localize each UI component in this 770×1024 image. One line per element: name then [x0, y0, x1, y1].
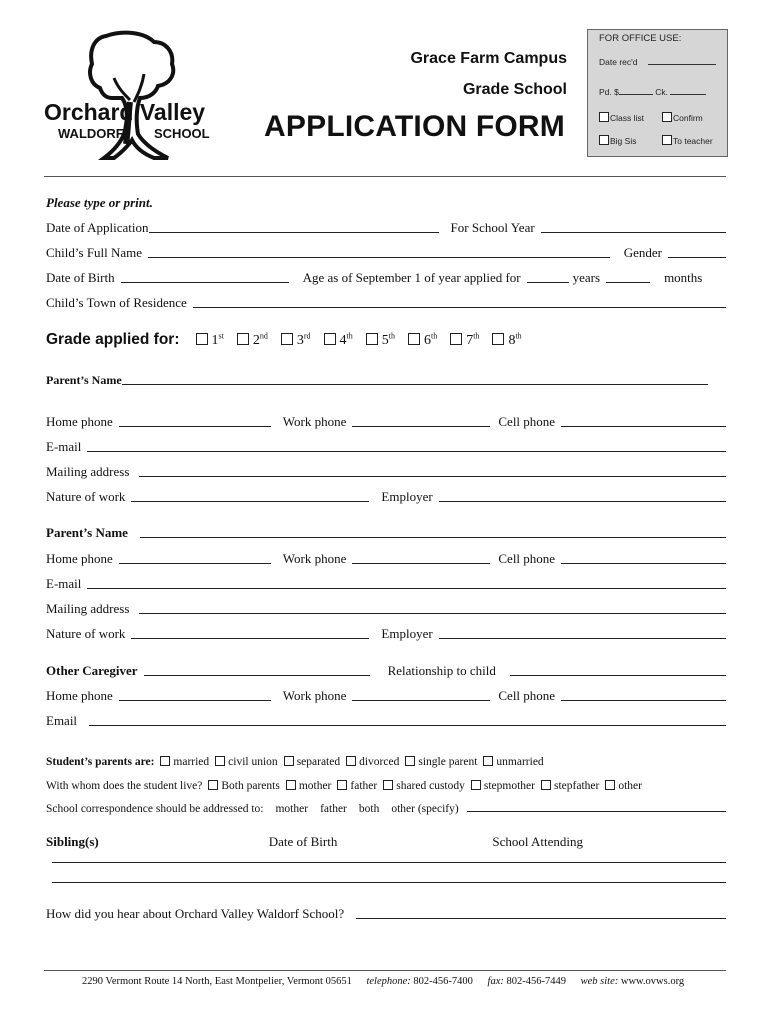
- office-use-box: [587, 29, 728, 157]
- footer-web[interactable]: www.ovws.org: [620, 976, 685, 987]
- correspondence-row: [46, 797, 726, 815]
- email-label: Email: [46, 713, 78, 728]
- work-phone-field[interactable]: [352, 700, 490, 701]
- caregiver-label: Other Caregiver: [46, 663, 138, 678]
- home-phone-field[interactable]: [119, 700, 271, 701]
- correspondence-option-label: father: [320, 803, 347, 815]
- grade-option[interactable]: [227, 333, 268, 348]
- checkbox-icon: [237, 333, 249, 345]
- parents-status-option-label: unmarried: [496, 756, 544, 768]
- town-field[interactable]: [193, 307, 726, 308]
- checkbox-icon: [196, 333, 208, 345]
- school-logo: [44, 28, 224, 168]
- parents-status-option[interactable]: [209, 756, 278, 768]
- cell-phone-field[interactable]: [561, 563, 726, 564]
- employer-label: Employer: [381, 489, 433, 504]
- parents-status-row: [46, 750, 726, 768]
- checkbox-icon: [324, 333, 336, 345]
- email-field[interactable]: [89, 725, 726, 726]
- lives-with-label: With whom does the student live?: [46, 780, 203, 792]
- child-name-field[interactable]: [148, 257, 610, 258]
- checkbox-icon: [405, 756, 415, 766]
- tree-icon: [44, 28, 224, 168]
- home-phone-label: Home phone: [46, 551, 113, 566]
- grade-options: [196, 331, 525, 349]
- correspondence-other-field[interactable]: [467, 811, 726, 812]
- grade-number: 8: [508, 333, 516, 348]
- lives-with-option-label: Both parents: [221, 780, 280, 792]
- grade-option[interactable]: [482, 333, 521, 348]
- lives-with-option[interactable]: [202, 780, 279, 792]
- town-label: Child’s Town of Residence: [46, 295, 187, 310]
- how-heard-row: [46, 904, 726, 922]
- how-heard-field[interactable]: [356, 918, 726, 919]
- lives-with-options: [202, 780, 642, 792]
- grade-option[interactable]: [356, 333, 395, 348]
- school-year-label: For School Year: [450, 220, 535, 235]
- correspondence-option[interactable]: [391, 803, 458, 815]
- school-attending-label: School Attending: [492, 834, 583, 849]
- grade-suffix: th: [346, 331, 353, 341]
- footer-telephone-label: telephone:: [366, 976, 411, 987]
- parents-status-option[interactable]: [399, 756, 477, 768]
- lives-with-option-label: stepmother: [483, 780, 535, 792]
- grade-suffix: nd: [259, 331, 268, 341]
- grade-suffix: rd: [303, 331, 311, 341]
- grade-number: 3: [296, 333, 304, 348]
- footer-fax: 802-456-7449: [506, 976, 566, 987]
- work-row-2: [46, 624, 726, 642]
- parents-status-option-label: married: [173, 756, 210, 768]
- footer-web-label: web site:: [580, 976, 619, 987]
- school-division: Grade School: [462, 81, 567, 98]
- grade-suffix: th: [515, 331, 522, 341]
- phone-row-2: [46, 549, 726, 567]
- header-divider: [44, 176, 726, 177]
- mailing-address-label: Mailing address: [46, 601, 130, 616]
- grade-suffix: th: [388, 331, 395, 341]
- correspondence-option[interactable]: [320, 803, 347, 815]
- school-year-field[interactable]: [541, 232, 726, 233]
- correspondence-label: School correspondence should be addressed to:: [46, 803, 264, 815]
- checkbox-icon: [483, 756, 493, 766]
- grade-option[interactable]: [398, 333, 437, 348]
- gender-field[interactable]: [668, 257, 726, 258]
- correspondence-option[interactable]: [359, 803, 379, 815]
- sibling-line-2[interactable]: [52, 882, 726, 883]
- checkbox-icon: [492, 333, 504, 345]
- dob-field[interactable]: [121, 282, 289, 283]
- correspondence-option-label: mother: [275, 803, 309, 815]
- parent-name-row-2: [46, 523, 726, 541]
- lives-with-row: [46, 774, 726, 792]
- work-phone-label: Work phone: [282, 414, 347, 429]
- phone-row-3: [46, 686, 726, 704]
- footer-divider: [44, 970, 726, 971]
- home-phone-field[interactable]: [119, 563, 271, 564]
- grade-option[interactable]: [314, 333, 353, 348]
- grade-option[interactable]: [440, 333, 479, 348]
- grade-number: 4: [339, 333, 347, 348]
- nature-of-work-label: Nature of work: [46, 489, 126, 504]
- employer-field[interactable]: [439, 501, 726, 502]
- checkbox-icon: [366, 333, 378, 345]
- sibling-line-1[interactable]: [52, 862, 726, 863]
- office-big-sis[interactable]: Big Sis: [599, 135, 636, 146]
- logo-waldorf: WALDORF: [58, 126, 124, 141]
- grade-number: 7: [466, 333, 474, 348]
- parents-status-option[interactable]: [340, 756, 399, 768]
- date-of-application-label: Date of Application: [46, 220, 149, 235]
- lives-with-option-label: father: [350, 780, 378, 792]
- instruction-row: [46, 193, 726, 211]
- child-name-row: [46, 243, 726, 261]
- application-row: [46, 218, 726, 236]
- correspondence-option[interactable]: [275, 803, 308, 815]
- lives-with-option-label: shared custody: [396, 780, 465, 792]
- employer-label: Employer: [381, 626, 433, 641]
- mailing-address-field[interactable]: [139, 476, 726, 477]
- work-phone-label: Work phone: [282, 551, 347, 566]
- parents-status-option-label: divorced: [359, 756, 400, 768]
- lives-with-option-label: other: [618, 780, 642, 792]
- checkbox-icon: [471, 780, 481, 790]
- logo-orchard-valley: Orchard Valley: [44, 99, 206, 125]
- cell-phone-field[interactable]: [561, 700, 726, 701]
- checkbox-icon: [662, 112, 672, 122]
- grade-row: [46, 327, 726, 349]
- relationship-label: Relationship to child: [387, 663, 496, 678]
- logo-school: SCHOOL: [154, 126, 210, 141]
- mailing-address-field[interactable]: [139, 613, 726, 614]
- email-field[interactable]: [87, 451, 726, 452]
- footer-telephone: 802-456-7400: [413, 976, 473, 987]
- checkbox-icon: [286, 780, 296, 790]
- months-label: months: [664, 270, 703, 285]
- grade-number: 6: [423, 333, 431, 348]
- date-of-application-field[interactable]: [149, 232, 439, 233]
- email-label: E-mail: [46, 439, 82, 454]
- checkbox-icon: [383, 780, 393, 790]
- office-use-title: FOR OFFICE USE:: [599, 33, 682, 44]
- checkbox-icon: [284, 756, 294, 766]
- how-heard-label: How did you hear about Orchard Valley Waldorf School?: [46, 906, 345, 921]
- checkbox-icon: [599, 135, 609, 145]
- lives-with-option[interactable]: [280, 780, 332, 792]
- checkbox-icon: [450, 333, 462, 345]
- parent-name-field[interactable]: [122, 384, 708, 385]
- home-phone-label: Home phone: [46, 688, 113, 703]
- correspondence-option-label: both: [358, 803, 380, 815]
- email-row-1: [46, 437, 726, 455]
- footer-fax-label: fax:: [487, 976, 504, 987]
- age-months-field[interactable]: [606, 282, 650, 283]
- age-label: Age as of September 1 of year applied for: [302, 270, 521, 285]
- lives-with-option[interactable]: [535, 780, 599, 792]
- campus-name: Grace Farm Campus: [410, 50, 567, 67]
- correspondence-option-label: other (specify): [391, 803, 459, 815]
- email-row-3: [46, 711, 726, 729]
- lives-with-option[interactable]: [377, 780, 465, 792]
- siblings-header-row: [46, 832, 726, 850]
- office-paid[interactable]: Pd. $ Ck.: [599, 85, 706, 97]
- work-row-1: [46, 487, 726, 505]
- phone-row-1: [46, 412, 726, 430]
- footer: [82, 976, 684, 987]
- work-phone-field[interactable]: [352, 426, 490, 427]
- page-title: APPLICATION FORM: [264, 110, 565, 143]
- sibling-dob-label: Date of Birth: [268, 834, 338, 849]
- years-label: years: [572, 270, 601, 285]
- employer-field[interactable]: [439, 638, 726, 639]
- mailing-row-2: [46, 599, 726, 617]
- checkbox-icon: [541, 780, 551, 790]
- relationship-field[interactable]: [510, 675, 726, 676]
- grade-option[interactable]: [271, 333, 311, 348]
- parent-name-label: Parent’s Name: [46, 525, 128, 540]
- lives-with-option[interactable]: [465, 780, 535, 792]
- gender-label: Gender: [623, 245, 662, 260]
- grade-number: 5: [381, 333, 389, 348]
- checkbox-icon: [160, 756, 170, 766]
- home-phone-field[interactable]: [119, 426, 271, 427]
- parent-name-row-1: [46, 370, 726, 388]
- parents-status-option[interactable]: [154, 756, 209, 768]
- email-row-2: [46, 574, 726, 592]
- cell-phone-label: Cell phone: [498, 414, 556, 429]
- birth-row: [46, 268, 726, 286]
- checkbox-icon: [346, 756, 356, 766]
- lives-with-option[interactable]: [331, 780, 377, 792]
- email-field[interactable]: [87, 588, 726, 589]
- grade-number: 2: [252, 333, 260, 348]
- parents-are-label: Student’s parents are:: [46, 756, 155, 768]
- footer-address: 2290 Vermont Route 14 North, East Montpelier, Vermont 05651: [82, 976, 352, 987]
- checkbox-icon: [215, 756, 225, 766]
- lives-with-option-label: mother: [298, 780, 332, 792]
- caregiver-field[interactable]: [144, 675, 370, 676]
- nature-of-work-field[interactable]: [131, 501, 369, 502]
- nature-of-work-field[interactable]: [131, 638, 369, 639]
- lives-with-option-label: stepfather: [554, 780, 600, 792]
- cell-phone-field[interactable]: [561, 426, 726, 427]
- dob-label: Date of Birth: [46, 270, 115, 285]
- home-phone-label: Home phone: [46, 414, 113, 429]
- grade-option[interactable]: [196, 333, 224, 348]
- child-name-label: Child’s Full Name: [46, 245, 143, 260]
- checkbox-icon: [208, 780, 218, 790]
- town-row: [46, 293, 726, 311]
- checkbox-icon: [408, 333, 420, 345]
- mailing-address-label: Mailing address: [46, 464, 130, 479]
- parents-status-option[interactable]: [278, 756, 340, 768]
- office-class-list[interactable]: Class list: [599, 112, 644, 123]
- caregiver-row: [46, 661, 726, 679]
- grade-number: 1: [211, 333, 219, 348]
- office-to-teacher[interactable]: To teacher: [662, 135, 713, 146]
- age-years-field[interactable]: [527, 282, 569, 283]
- grade-suffix: th: [430, 331, 438, 341]
- grade-suffix: th: [473, 331, 480, 341]
- parents-status-option[interactable]: [477, 756, 543, 768]
- lives-with-option[interactable]: [599, 780, 642, 792]
- office-date-recd[interactable]: Date rec'd: [599, 55, 716, 67]
- checkbox-icon: [281, 333, 293, 345]
- cell-phone-label: Cell phone: [498, 551, 556, 566]
- parents-status-option-label: separated: [296, 756, 341, 768]
- parent-name-field[interactable]: [140, 537, 726, 538]
- mailing-row-1: [46, 462, 726, 480]
- cell-phone-label: Cell phone: [498, 688, 556, 703]
- parents-status-options: [154, 756, 543, 768]
- email-label: E-mail: [46, 576, 82, 591]
- parent-name-label: Parent’s Name: [46, 373, 122, 387]
- grade-label: Grade applied for:: [46, 331, 180, 348]
- work-phone-label: Work phone: [282, 688, 347, 703]
- grade-suffix: st: [218, 331, 224, 341]
- checkbox-icon: [605, 780, 615, 790]
- nature-of-work-label: Nature of work: [46, 626, 126, 641]
- parents-status-option-label: civil union: [228, 756, 278, 768]
- parents-status-option-label: single parent: [418, 756, 478, 768]
- checkbox-icon: [662, 135, 672, 145]
- instruction: Please type or print.: [46, 195, 153, 210]
- checkbox-icon: [337, 780, 347, 790]
- office-confirm[interactable]: Confirm: [662, 112, 703, 123]
- checkbox-icon: [599, 112, 609, 122]
- work-phone-field[interactable]: [352, 563, 490, 564]
- correspondence-options: [263, 803, 458, 815]
- siblings-label: Sibling(s): [46, 834, 99, 849]
